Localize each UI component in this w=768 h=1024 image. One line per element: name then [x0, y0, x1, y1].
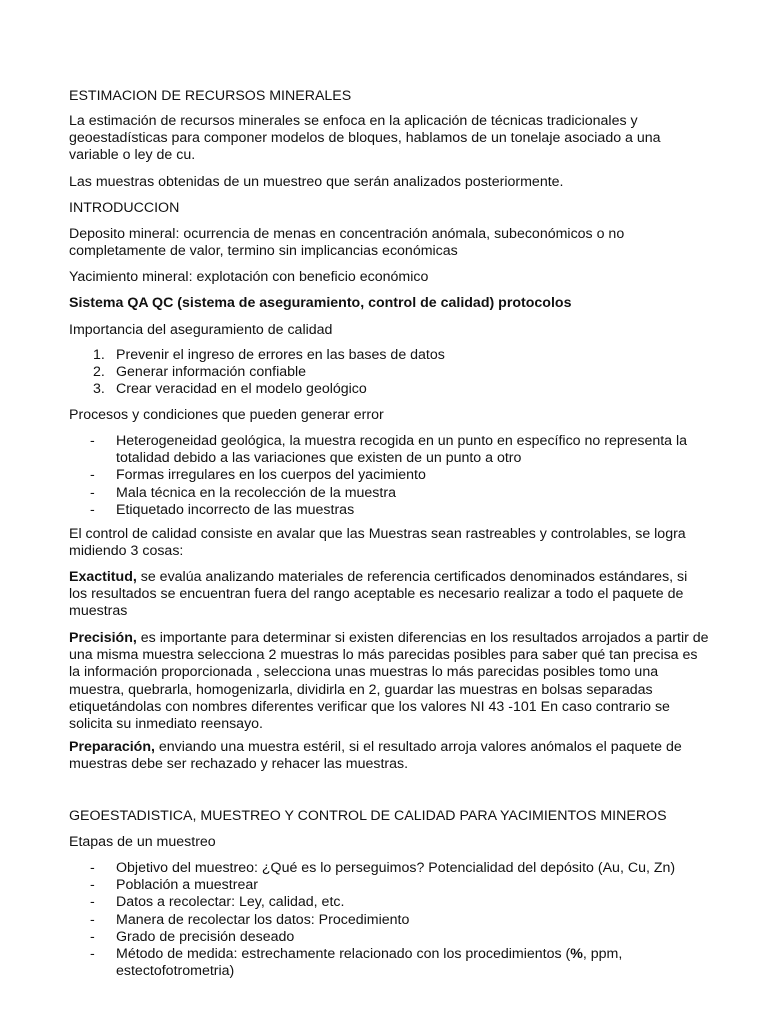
list-item [69, 860, 709, 877]
etapas-paragraph: Etapas de un muestreo [69, 834, 216, 850]
precision-paragraph [69, 630, 709, 733]
preparacion-label: Preparación, [69, 739, 155, 755]
last-step-percent: % [570, 946, 583, 963]
preparacion-paragraph [69, 739, 709, 773]
list-item-text: Prevenir el ingreso de errores en las bases de datos [116, 347, 445, 363]
list-dash: - [90, 877, 95, 894]
list-number: 2. [93, 364, 105, 381]
last-step-text-a: Método de medida: estrechamente relacionado con los procedimientos ( [116, 946, 571, 963]
control-paragraph: El control de calidad consiste en avalar que las Muestras sean rastreables y controlables, se logra midiendo 3 cosas: [69, 526, 686, 560]
list-dash: - [90, 911, 95, 928]
list-item-text: Mala técnica en la recolección de la muestra [116, 484, 396, 501]
yacimiento-paragraph: Yacimiento mineral: explotación con beneficio económico [69, 269, 429, 285]
list-dash: - [90, 928, 95, 945]
section-heading-introduccion: INTRODUCCION [69, 200, 180, 216]
exactitud-paragraph [69, 569, 709, 621]
exactitud-text: se evalúa analizando materiales de referencia certificados denominados estándares, si los resultados se encuentran fuera del rango aceptable es necesario realizar a todo el paquete de muestras [69, 569, 688, 620]
list-item [69, 502, 709, 519]
list-dash: - [90, 894, 95, 911]
list-number: 1. [93, 347, 105, 363]
errors-list [69, 433, 709, 519]
list-item [69, 894, 709, 911]
last-step-text-b: , ppm, estectofotrometria) [116, 946, 623, 980]
qaqc-heading: Sistema QA QC (sistema de aseguramiento, control de calidad) protocolos [69, 295, 572, 311]
list-dash: - [90, 860, 95, 876]
list-dash: - [90, 946, 95, 963]
list-item-text: Manera de recolectar los datos: Procedimiento [116, 911, 410, 928]
list-item-text: Población a muestrear [116, 877, 258, 894]
preparacion-text: enviando una muestra estéril, si el resultado arroja valores anómalos el paquete de muestras debe ser rechazado y rehacer las muestras. [69, 739, 682, 773]
muestras-paragraph: Las muestras obtenidas de un muestreo que serán analizados posteriormente. [69, 174, 564, 190]
list-number: 3. [93, 381, 105, 398]
list-item-text: Formas irregulares en los cuerpos del yacimiento [116, 467, 426, 484]
list-dash: - [90, 484, 95, 501]
list-item-text: Etiquetado incorrecto de las muestras [116, 501, 355, 518]
procesos-paragraph: Procesos y condiciones que pueden generar error [69, 407, 384, 423]
list-item [69, 912, 709, 929]
list-item-text: Heterogeneidad geológica, la muestra recogida en un punto en específico no representa la totalidad debido a las variaciones que existen de un punto a otro [116, 433, 688, 467]
precision-label: Precisión, [69, 630, 137, 646]
list-item [69, 381, 709, 398]
list-item-text [116, 946, 622, 979]
list-item [69, 364, 709, 381]
list-item [69, 485, 709, 502]
list-dash: - [90, 501, 95, 518]
list-item-text: Grado de precisión deseado [116, 928, 295, 945]
importancia-list [69, 347, 709, 399]
list-item [69, 467, 709, 484]
importancia-paragraph: Importancia del aseguramiento de calidad [69, 322, 333, 338]
list-item-text: Datos a recolectar: Ley, calidad, etc. [116, 894, 345, 911]
list-item [69, 347, 709, 364]
list-item [69, 946, 709, 980]
list-dash: - [90, 433, 95, 449]
precision-text: es importante para determinar si existen diferencias en los resultados arrojados a partir de una misma muestra selecciona 2 muestras lo más parecidas posibles para saber qué tan precisa es la información proporcionada , selecciona unas muestras lo más parecidas posibles tomo una muestra, quebrarla, homogenizarla, dividirla en 2, guardar las muestras en bolsas separadas etiquetándolas con nombres diferentes verificar que los valores NI 43 -101 En caso contrario se solicita su inmediato reensayo. [69, 630, 709, 733]
list-item [69, 433, 709, 467]
exactitud-label: Exactitud, [69, 569, 137, 585]
list-item [69, 929, 709, 946]
list-item-text: Crear veracidad en el modelo geológico [116, 381, 367, 398]
section-heading-geoestadistica: GEOESTADISTICA, MUESTREO Y CONTROL DE CALIDAD PARA YACIMIENTOS MINEROS [69, 808, 667, 824]
intro-paragraph: La estimación de recursos minerales se enfoca en la aplicación de técnicas tradicionales y geoestadísticas para componer modelos de bloques, hablamos de un tonelaje asociado a una variable o ley de cu. [69, 113, 661, 164]
steps-list [69, 860, 709, 980]
list-item-text: Objetivo del muestreo: ¿Qué es lo perseguimos? Potencialidad del depósito (Au, Cu, Zn) [116, 860, 676, 876]
deposito-paragraph: Deposito mineral: ocurrencia de menas en concentración anómala, subeconómicos o no completamente de valor, termino sin implicancias económicas [69, 226, 625, 260]
document-title: ESTIMACION DE RECURSOS MINERALES [69, 88, 352, 104]
list-item-text: Generar información confiable [116, 364, 307, 381]
list-item [69, 877, 709, 894]
list-dash: - [90, 467, 95, 484]
